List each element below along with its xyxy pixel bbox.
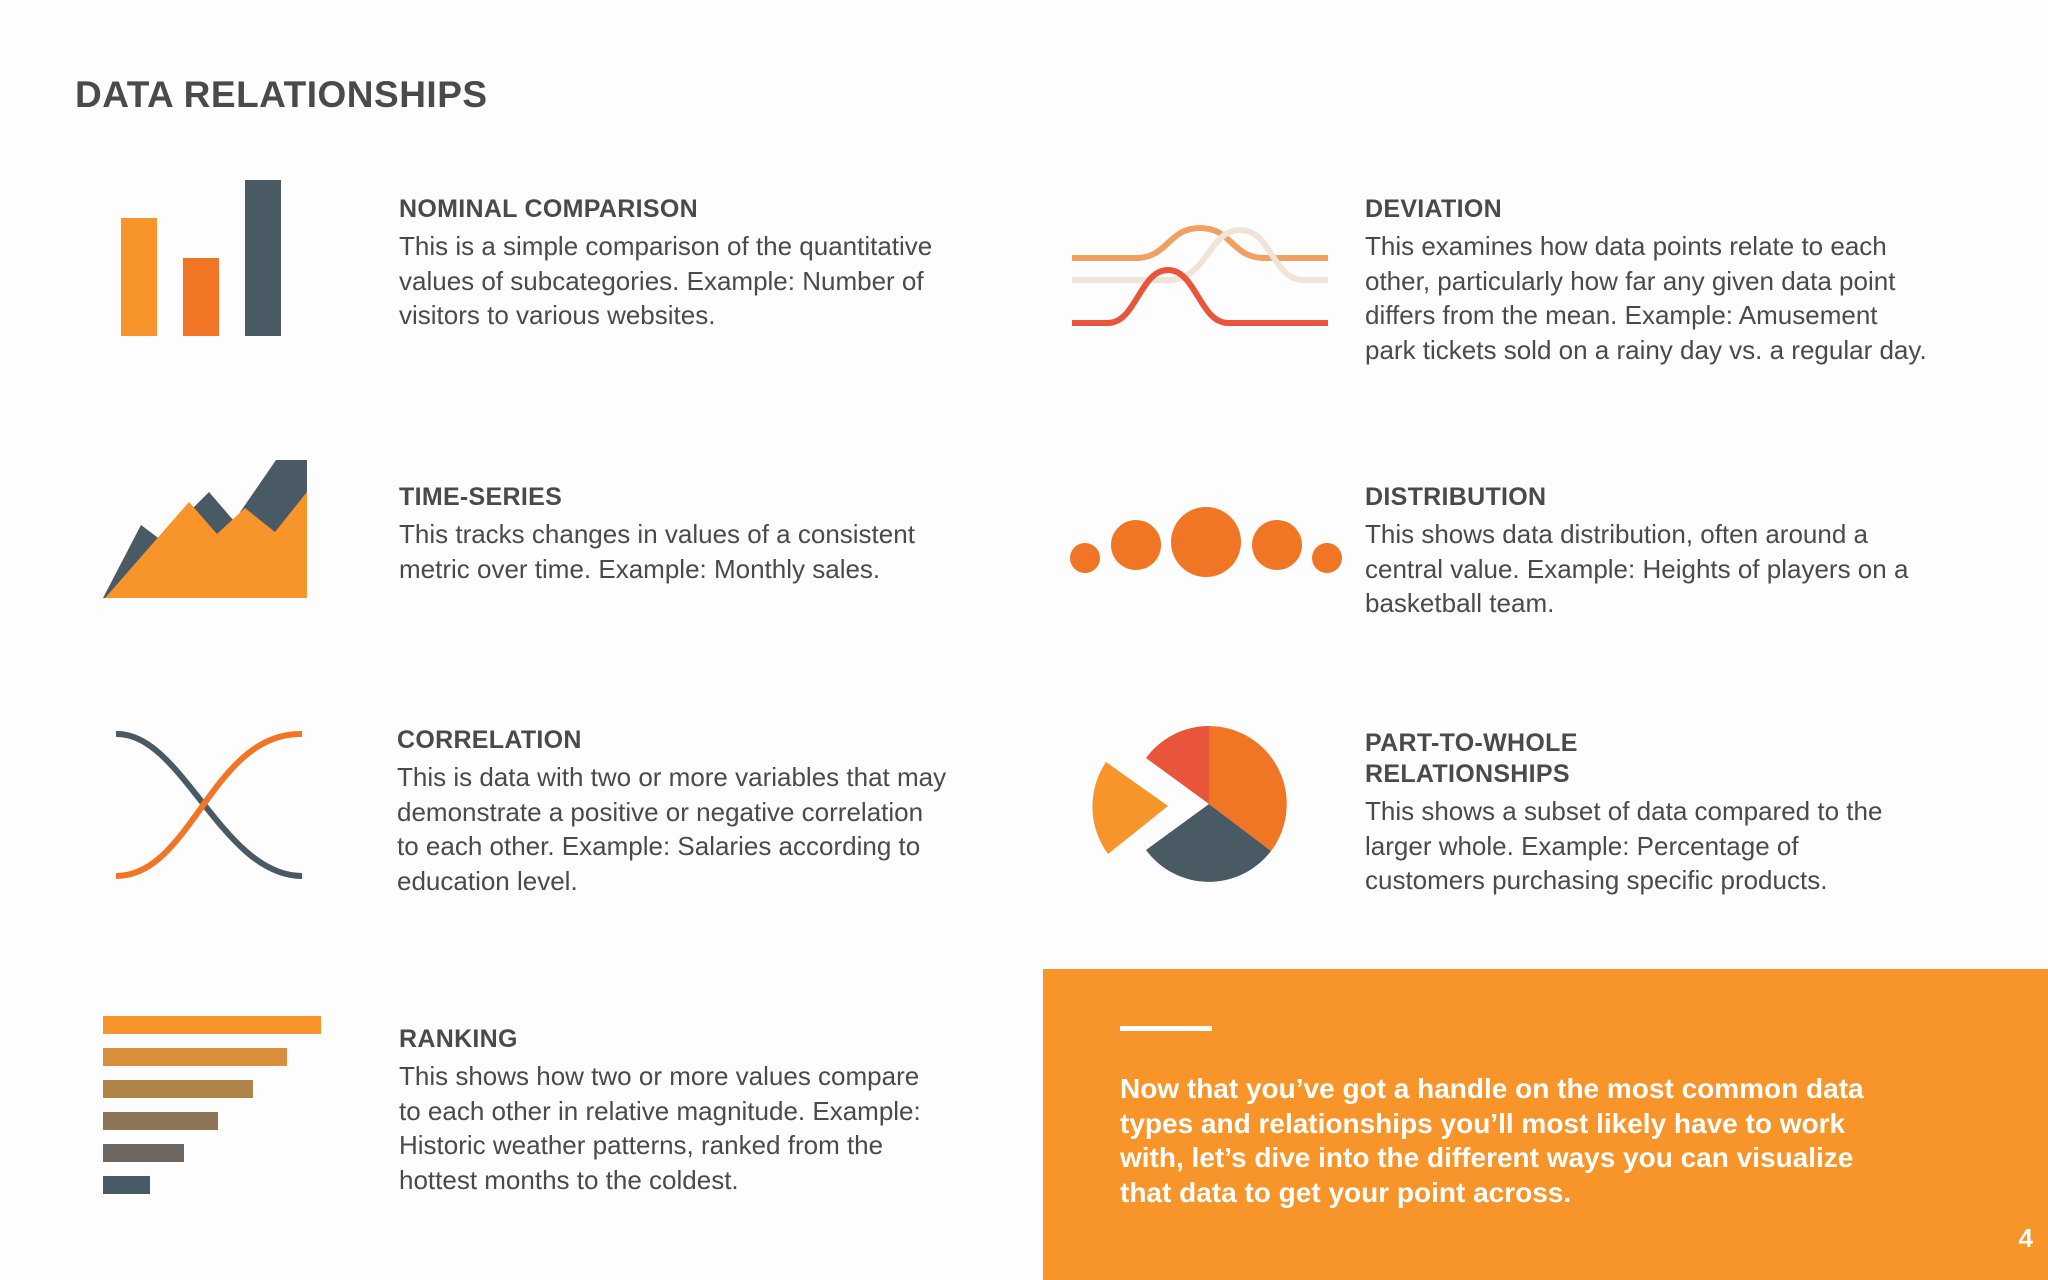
section-description: This shows data distribution, often around a central value. Example: Heights of players on a basketball team. (1365, 519, 1909, 618)
page-title: DATA RELATIONSHIPS (75, 74, 488, 115)
page-number: 4 (2018, 1223, 2033, 1253)
section-heading: DISTRIBUTION (1365, 483, 1547, 511)
callout-text: Now that you’ve got a handle on the most common data types and relationships you’ll most likely have to work with, let’s dive into the different ways you can visualize that data to get your point across. (1120, 1073, 1864, 1208)
section-heading: PART-TO-WHOLE RELATIONSHIPS (1365, 729, 1578, 788)
section-heading: RANKING (399, 1025, 518, 1053)
area-chart-icon (103, 458, 309, 602)
time-series-section (399, 482, 1019, 586)
bar-chart-icon (115, 178, 290, 340)
callout-divider (1120, 1026, 1212, 1031)
nominal-comparison-section (399, 194, 1019, 333)
section-heading: NOMINAL COMPARISON (399, 195, 698, 223)
distribution-section (1365, 482, 2025, 621)
part-to-whole-section (1365, 728, 2025, 898)
section-description: This shows how two or more values compare to each other in relative magnitude. Example: Historic weather patterns, ranked from the hottest months to the coldest. (399, 1061, 921, 1195)
deviation-waves-icon (1068, 222, 1330, 330)
section-description: This examines how data points relate to each other, particularly how far any given data point differs from the mean. Example: Amusement park tickets sold on a rainy day vs. a regular day. (1365, 231, 1927, 365)
deviation-section (1365, 194, 2025, 367)
section-description: This is data with two or more variables that may demonstrate a positive or negative correlation to each other. Example: Salaries according to education level. (397, 762, 947, 896)
ranking-section (399, 1024, 1019, 1197)
section-heading: CORRELATION (397, 726, 582, 754)
crossing-curves-icon (112, 730, 308, 880)
distribution-dots-icon (1068, 506, 1344, 578)
section-description: This shows a subset of data compared to the larger whole. Example: Percentage of customers purchasing specific products. (1365, 796, 1883, 895)
callout-panel (1043, 969, 2048, 1280)
section-description: This is a simple comparison of the quantitative values of subcategories. Example: Number of visitors to various websites. (399, 231, 933, 330)
section-heading: DEVIATION (1365, 195, 1502, 223)
section-heading: TIME-SERIES (399, 483, 563, 511)
pie-chart-icon (1088, 722, 1290, 886)
horizontal-bars-icon (103, 1014, 323, 1194)
section-description: This tracks changes in values of a consistent metric over time. Example: Monthly sales. (399, 519, 915, 584)
correlation-section (397, 725, 1037, 898)
